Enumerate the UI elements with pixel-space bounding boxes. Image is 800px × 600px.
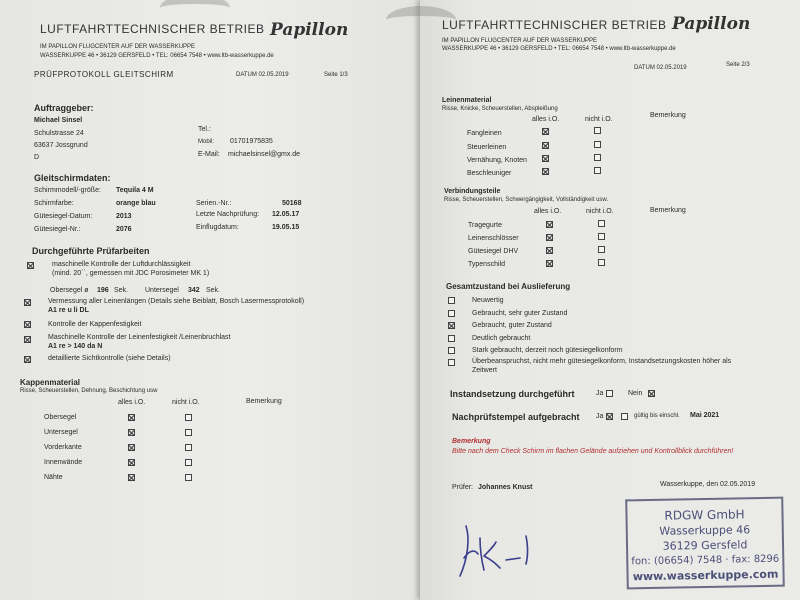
lines-heading: Leinenmaterial [442,97,492,104]
connectors-row-label: Tragegurte [468,222,502,229]
canopy-row-label: Untersegel [44,429,78,436]
email-value: michaelsinsel@gmx.de [228,151,301,158]
inspector-name: Johannes Knust [478,484,533,491]
condition-label: Gebraucht, sehr guter Zustand [472,310,568,317]
last-check-value: 12.05.17 [272,211,300,218]
client-street: Schulstrasse 24 [34,130,84,137]
connectors-row-ok-checkbox [546,247,553,254]
connectors-col-not-ok: nicht i.O. [586,208,614,215]
color-label: Schirmfarbe: [34,200,74,207]
connectors-row-ok-checkbox [546,221,553,228]
condition-checkbox [448,297,455,304]
upper-sail-unit: Sek. [114,287,129,294]
lines-row-label: Fangleinen [467,130,502,137]
condition-label: Neuwertig [472,297,504,304]
test-porosity-detail: (mind. 20´´, gemessen mit JDC Porosimeter MK 1) [52,270,210,277]
seal-date-label: Gütesiegel-Datum: [34,213,93,220]
repair-yes-checkbox [606,390,613,397]
connectors-row-ok-checkbox [546,234,553,241]
connectors-heading: Verbindungsteile [444,188,501,195]
mobil-label: Mobil: [198,139,215,145]
canopy-row-ok-checkbox [128,459,135,466]
connectors-col-ok: alles i.O. [534,208,562,215]
stamp-city: 36129 Gersfeld [662,538,748,553]
canopy-col-not-ok: nicht i.O. [172,399,200,406]
stamp-company: RDGW GmbH [664,507,745,523]
lines-row-label: Vernähung, Knoten [467,157,527,164]
canopy-row-ok-checkbox [128,444,135,451]
lines-row-not-ok-checkbox [594,167,601,174]
seal-no-label: Gütesiegel-Nr.: [34,226,81,233]
lines-row-not-ok-checkbox [594,127,601,134]
document-date: DATUM 02.05.2019 [634,65,687,71]
test-visual-checkbox [24,356,31,363]
test-line-length-checkbox [24,299,31,306]
connectors-row-ok-checkbox [546,260,553,267]
valid-until-label: gültig bis einschl. [634,413,680,419]
color-value: orange blau [116,200,156,207]
stamp-yes-label: Ja [596,413,604,420]
canopy-row-not-ok-checkbox [185,414,192,421]
canopy-row-not-ok-checkbox [185,429,192,436]
flight-date-label: Einflugdatum: [196,224,239,231]
condition-label-continued: Zeitwert [472,367,497,374]
canopy-row-label: Innenwände [44,459,83,466]
condition-checkbox [448,347,455,354]
test-line-length-label: Vermessung aller Leinenlängen (Details siehe Beiblatt, Bosch Lasermessprotokoll) [48,298,305,305]
condition-label: Deutlich gebraucht [472,335,531,342]
lines-col-remark: Bemerkung [650,112,686,119]
stamp-no-checkbox [621,413,628,420]
test-line-strength-label: Maschinelle Kontrolle der Leinenfestigkeit /Leinenbruchlast [48,334,231,341]
document-title: PRÜFPROTOKOLL GLEITSCHIRM [34,70,174,79]
repair-label: Instandsetzung durchgeführt [450,389,575,399]
condition-checkbox-selected [448,322,455,329]
connectors-row-not-ok-checkbox [598,233,605,240]
seal-date-value: 2013 [116,213,132,220]
inspection-protocol-page-2 [420,0,800,600]
repair-yes-label: Ja [596,390,604,397]
serial-label: Serien.-Nr.: [196,200,232,207]
page-number: Seite 2/3 [726,62,750,68]
upper-sail-value: 196 [97,287,109,294]
mobil-value: 01701975835 [230,138,273,145]
document-date: DATUM 02.05.2019 [236,72,289,78]
company-address-line1: IM PAPILLON FLUGCENTER AUF DER WASSERKUPPE [40,44,196,50]
canopy-subheading: Risse, Scheuerstellen, Dehnung, Beschichtung usw [20,388,158,394]
page-number: Seite 1/3 [324,72,348,78]
client-heading: Auftraggeber: [34,103,94,113]
canopy-row-not-ok-checkbox [185,459,192,466]
company-address-line2: WASSERKUPPE 46 • 36129 GERSFELD • TEL: 06654 7548 • www.ltb-wasserkuppe.de [40,53,274,59]
inspector-signature [454,518,544,582]
lower-sail-value: 342 [188,287,200,294]
serial-value: 50168 [282,200,302,207]
repair-no-checkbox [648,390,655,397]
test-line-strength-checkbox [24,336,31,343]
remark-text: Bitte nach dem Check Schirm im flachen Gelände aufziehen und Kontrollblick durchführen! [452,448,734,455]
canopy-row-ok-checkbox [128,414,135,421]
connectors-row-label: Typenschild [468,261,505,268]
condition-label: Gebraucht, guter Zustand [472,322,552,329]
test-canopy-strength-label: Kontrolle der Kappenfestigkeit [48,321,142,328]
condition-checkbox [448,310,455,317]
condition-checkbox [448,359,455,366]
condition-label: Überbeanspruchst, nicht mehr gütesiegelkonform, Instandsetzungskosten höher als [472,358,732,365]
canopy-col-remark: Bemerkung [246,398,282,405]
connectors-row-label: Gütesiegel DHV [468,248,519,255]
canopy-heading: Kappenmaterial [20,378,81,387]
company-address-line2: WASSERKUPPE 46 • 36129 GERSFELD • TEL: 06654 7548 • www.ltb-wasserkuppe.de [442,46,676,52]
upper-sail-label: Obersegel ø [50,287,89,294]
connectors-col-remark: Bemerkung [650,207,686,214]
lines-col-not-ok: nicht i.O. [585,116,613,123]
connectors-row-label: Leinenschlösser [468,235,519,242]
remark-heading: Bemerkung [452,438,491,445]
company-address-line1: IM PAPILLON FLUGCENTER AUF DER WASSERKUPPE [442,38,598,44]
seal-no-value: 2076 [116,226,132,233]
place-date: Wasserkuppe, den 02.05.2019 [660,481,756,488]
test-porosity-checkbox [27,262,34,269]
stamp-street: Wasserkuppe 46 [659,523,751,538]
condition-checkbox [448,335,455,342]
connectors-row-not-ok-checkbox [598,259,605,266]
lines-row-label: Beschleuniger [467,170,512,177]
lines-row-ok-checkbox [542,128,549,135]
repair-no-label: Nein [628,390,643,397]
tel-label: Tel.: [198,126,211,133]
lines-row-ok-checkbox [542,168,549,175]
condition-heading: Gesamtzustand bei Auslieferung [446,282,571,291]
company-name: LUFTFAHRTTECHNISCHER BETRIEB [40,22,265,36]
model-value: Tequila 4 M [116,187,154,194]
condition-label: Stark gebraucht, derzeit noch gütesiegelkonform [472,347,623,354]
lines-row-not-ok-checkbox [594,154,601,161]
connectors-row-not-ok-checkbox [598,246,605,253]
client-country: D [34,154,40,161]
test-porosity-label: maschinelle Kontrolle der Luftdurchlässigkeit [52,261,191,268]
canopy-row-label: Vorderkante [44,444,82,451]
lines-row-label: Steuerleinen [467,144,507,151]
lines-col-ok: alles i.O. [532,116,560,123]
connectors-row-not-ok-checkbox [598,220,605,227]
lower-sail-label: Untersegel [145,287,179,294]
lower-sail-unit: Sek. [206,287,221,294]
stamp-yes-checkbox [606,413,613,420]
inspector-label: Prüfer: [452,484,474,491]
canopy-col-ok: alles i.O. [118,399,146,406]
paraglider-watermark [160,0,230,22]
model-label: Schirmmodell/-größe: [34,187,101,194]
canopy-row-label: Nähte [44,474,63,481]
stamp-website: www.wasserkuppe.com [632,567,779,584]
lines-row-ok-checkbox [542,155,549,162]
test-line-length-result: A1 re u li DL [48,307,89,314]
tests-heading: Durchgeführte Prüfarbeiten [32,246,150,256]
company-stamp [625,497,785,590]
glider-data-heading: Gleitschirmdaten: [34,173,111,183]
stamp-applied-label: Nachprüfstempel aufgebracht [452,412,580,422]
canopy-row-not-ok-checkbox [185,474,192,481]
last-check-label: Letzte Nachprüfung: [196,211,260,218]
client-city: 63637 Jossgrund [34,142,88,149]
lines-subheading: Risse, Knicke, Scheuerstellen, Abspleißung [442,106,558,112]
papillon-logo: Papillon [270,20,349,40]
email-label: E-Mail: [198,151,220,158]
company-name: LUFTFAHRTTECHNISCHER BETRIEB [442,18,667,32]
valid-until-date: Mai 2021 [690,412,720,419]
connectors-subheading: Risse, Scheuerstellen, Schwergängigkeit, Vollständigkeit usw. [444,197,609,203]
papillon-logo: Papillon [672,14,751,34]
client-name: Michael Sinsel [34,117,83,124]
canopy-row-label: Obersegel [44,414,77,421]
lines-row-ok-checkbox [542,142,549,149]
flight-date-value: 19.05.15 [272,224,300,231]
canopy-row-ok-checkbox [128,474,135,481]
test-canopy-strength-checkbox [24,321,31,328]
canopy-row-not-ok-checkbox [185,444,192,451]
canopy-row-ok-checkbox [128,429,135,436]
test-visual-label: detaillierte Sichtkontrolle (siehe Details) [48,355,171,362]
stamp-phone-fax: fon: (06654) 7548 · fax: 8296 [631,553,780,568]
test-line-strength-result: A1 re > 140 da N [48,343,103,350]
lines-row-not-ok-checkbox [594,141,601,148]
